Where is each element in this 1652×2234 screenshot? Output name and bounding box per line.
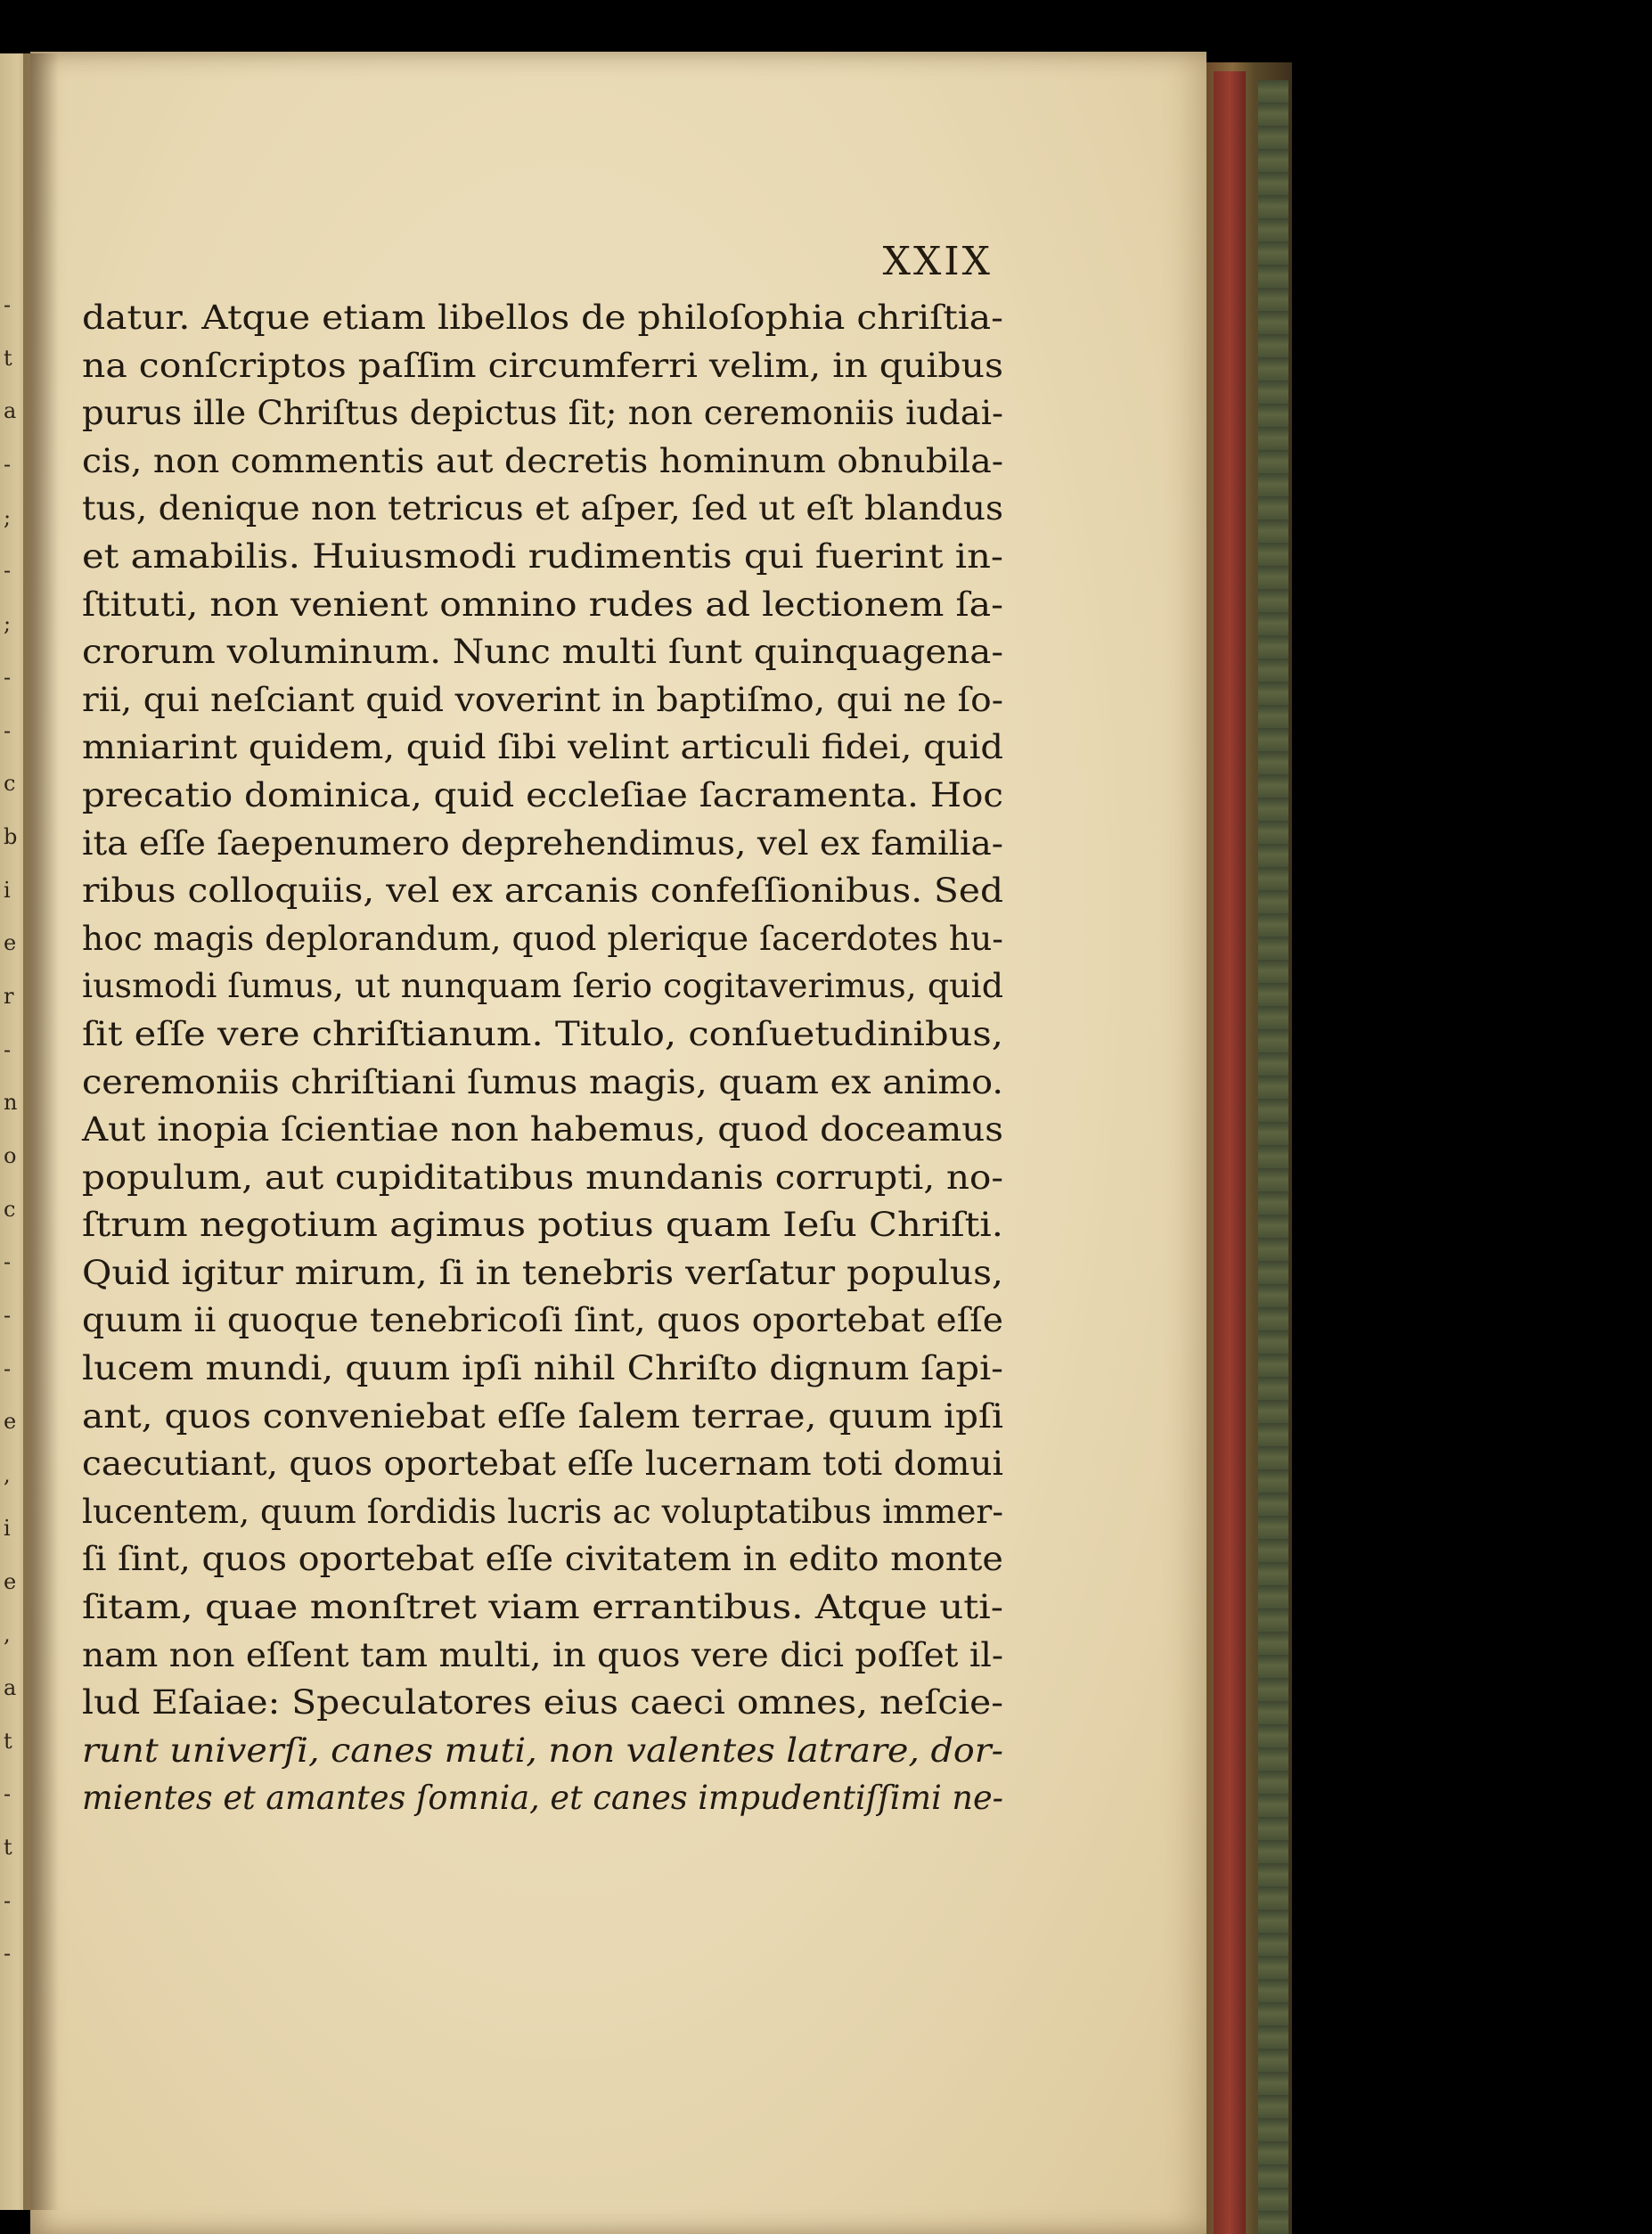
- text-line-content: mientes et amantes ſomnia, et canes impudentiſſimi ne-: [82, 1779, 1003, 1818]
- text-line: [82, 533, 1003, 581]
- text-line-content: caecutiant, quos oportebat eſſe lucernam toti domui: [82, 1444, 1003, 1484]
- text-line-content: precatio dominica, quid eccleſiae ſacramenta. Hoc: [82, 775, 1003, 814]
- text-line-content: lucentem, quum ſordidis lucris ac voluptatibus immer-: [82, 1492, 1003, 1531]
- margin-mark: t: [4, 1834, 12, 1860]
- text-line: [82, 772, 1003, 820]
- margin-mark: o: [4, 1143, 17, 1168]
- text-line-content: Aut inopia ſcientiae non habemus, quod doceamus: [82, 1110, 1003, 1150]
- text-line-content: purus ille Chriſtus depictus ſit; non ceremoniis iudai-: [82, 394, 1003, 433]
- margin-mark: i: [4, 877, 11, 903]
- text-line: [82, 1727, 1003, 1775]
- text-line: [82, 628, 1003, 676]
- text-line-content: ſitam, quae monſtret viam errantibus. Atque uti-: [82, 1588, 1003, 1627]
- text-line-content: ſi ſint, quos oportebat eſſe civitatem in edito monte: [82, 1540, 1003, 1579]
- margin-mark: -: [4, 1781, 12, 1807]
- text-line: [82, 1679, 1003, 1727]
- margin-mark: -: [4, 1249, 12, 1275]
- text-line: [82, 294, 1003, 342]
- margin-mark: -: [4, 1887, 12, 1913]
- text-line-content: crorum voluminum. Nunc multi ſunt quinquagena-: [82, 633, 1003, 672]
- page-number: XXIX: [882, 239, 993, 284]
- text-line: [82, 1011, 1003, 1059]
- margin-mark: -: [4, 452, 12, 478]
- text-line-content: runt univerſi, canes muti, non valentes latrare, dor-: [82, 1731, 1003, 1770]
- margin-mark: -: [4, 1303, 12, 1329]
- text-line: [82, 1535, 1003, 1583]
- text-line-content: mniarint quidem, quid ſibi velint articuli fidei, quid: [82, 728, 1003, 767]
- text-line: [82, 820, 1003, 868]
- text-line: [82, 1393, 1003, 1441]
- text-line: [82, 1583, 1003, 1632]
- text-line: [82, 1249, 1003, 1297]
- text-line-content: ita eſſe ſaepenumero deprehendimus, vel ex familia-: [82, 823, 1003, 863]
- margin-mark: i: [4, 1515, 11, 1541]
- text-line: [82, 676, 1003, 724]
- margin-mark: ;: [4, 504, 12, 530]
- margin-mark: ,: [4, 1462, 11, 1488]
- text-line: [82, 1440, 1003, 1488]
- text-line-content: ceremoniis chriſtiani ſumus magis, quam ex animo.: [82, 1062, 1003, 1101]
- margin-mark: ;: [4, 611, 12, 637]
- book-page: [30, 52, 1206, 2234]
- text-line: [82, 389, 1003, 438]
- margin-mark: a: [4, 398, 17, 424]
- margin-mark: b: [4, 823, 18, 849]
- margin-mark: t: [4, 345, 12, 371]
- red-page-edge: [1214, 71, 1246, 2234]
- text-line: [82, 1059, 1003, 1107]
- text-line-content: populum, aut cupiditatibus mundanis corrupti, no-: [82, 1158, 1003, 1197]
- text-line: [82, 724, 1003, 772]
- text-line-content: nam non eſſent tam multi, in quos vere dici poſſet il-: [82, 1635, 1003, 1674]
- text-line-content: et amabilis. Huiusmodi rudimentis qui fuerint in-: [82, 536, 1003, 576]
- margin-mark: ,: [4, 1622, 11, 1648]
- text-line: [82, 1297, 1003, 1345]
- body-text: [82, 294, 1003, 1822]
- text-line-content: datur. Atque etiam libellos de philoſophia chriſtia-: [82, 299, 1003, 337]
- text-line-content: ſtrum negotium agimus potius quam Ieſu Chriſti.: [82, 1206, 1003, 1245]
- margin-mark: r: [4, 983, 14, 1009]
- text-line: [82, 1106, 1003, 1154]
- text-line-content: tus, denique non tetricus et aſper, ſed ut eſt blandus: [82, 489, 1003, 528]
- text-line: [82, 1201, 1003, 1249]
- text-line-content: ſit eſſe vere chriſtianum. Titulo, conſuetudinibus,: [82, 1014, 1003, 1053]
- margin-mark: -: [4, 558, 12, 584]
- cover-edge: [1258, 80, 1288, 2234]
- text-line-content: lucem mundi, quum ipſi nihil Chriſto dignum ſapi-: [82, 1349, 1003, 1388]
- text-line: [82, 581, 1003, 629]
- text-line: [82, 485, 1003, 533]
- text-line: [82, 1774, 1003, 1822]
- text-line: [82, 867, 1003, 915]
- text-line: [82, 1632, 1003, 1680]
- margin-mark: c: [4, 771, 16, 797]
- text-line-content: cis, non commentis aut decretis hominum obnubila-: [82, 441, 1003, 480]
- margin-mark: e: [4, 1568, 17, 1594]
- margin-mark: e: [4, 930, 17, 956]
- text-line-content: na conſcriptos paſſim circumferri velim, in quibus: [82, 346, 1003, 385]
- text-line: [82, 915, 1003, 963]
- margin-mark: -: [4, 717, 12, 743]
- text-line-content: ribus colloquiis, vel ex arcanis confeſſionibus. Sed: [82, 872, 1003, 911]
- gutter-shadow: [23, 53, 59, 2210]
- text-line-content: quum ii quoque tenebricoſi ſint, quos oportebat eſſe: [82, 1301, 1003, 1340]
- margin-mark: -: [4, 292, 12, 317]
- margin-mark: a: [4, 1674, 17, 1700]
- text-line-content: lud Eſaiae: Speculatores eius caeci omnes, neſcie-: [82, 1683, 1003, 1723]
- text-line: [82, 1488, 1003, 1536]
- margin-mark: n: [4, 1090, 18, 1116]
- margin-mark: -: [4, 1941, 12, 1967]
- text-line-content: ſtituti, non venient omnino rudes ad lectionem ſa-: [82, 585, 1003, 624]
- margin-mark: -: [4, 1036, 12, 1062]
- margin-mark: -: [4, 664, 12, 690]
- text-line-content: iusmodi ſumus, ut nunquam ſerio cogitaverimus, quid: [82, 967, 1003, 1006]
- text-line: [82, 342, 1003, 390]
- text-line: [82, 1345, 1003, 1393]
- text-line: [82, 962, 1003, 1011]
- text-line-content: ant, quos conveniebat eſſe ſalem terrae, quum ipſi: [82, 1396, 1003, 1436]
- margin-mark: c: [4, 1196, 16, 1222]
- margin-mark: t: [4, 1728, 12, 1754]
- text-line-content: Quid igitur mirum, ſi in tenebris verſatur populus,: [82, 1253, 1003, 1292]
- margin-mark: -: [4, 1355, 12, 1381]
- text-line: [82, 438, 1003, 486]
- text-line: [82, 1154, 1003, 1202]
- text-line-content: rii, qui neſciant quid voverint in baptiſmo, qui ne ſo-: [82, 680, 1003, 719]
- text-line-content: hoc magis deplorandum, quod plerique ſacerdotes hu-: [82, 919, 1003, 958]
- margin-mark: e: [4, 1409, 17, 1435]
